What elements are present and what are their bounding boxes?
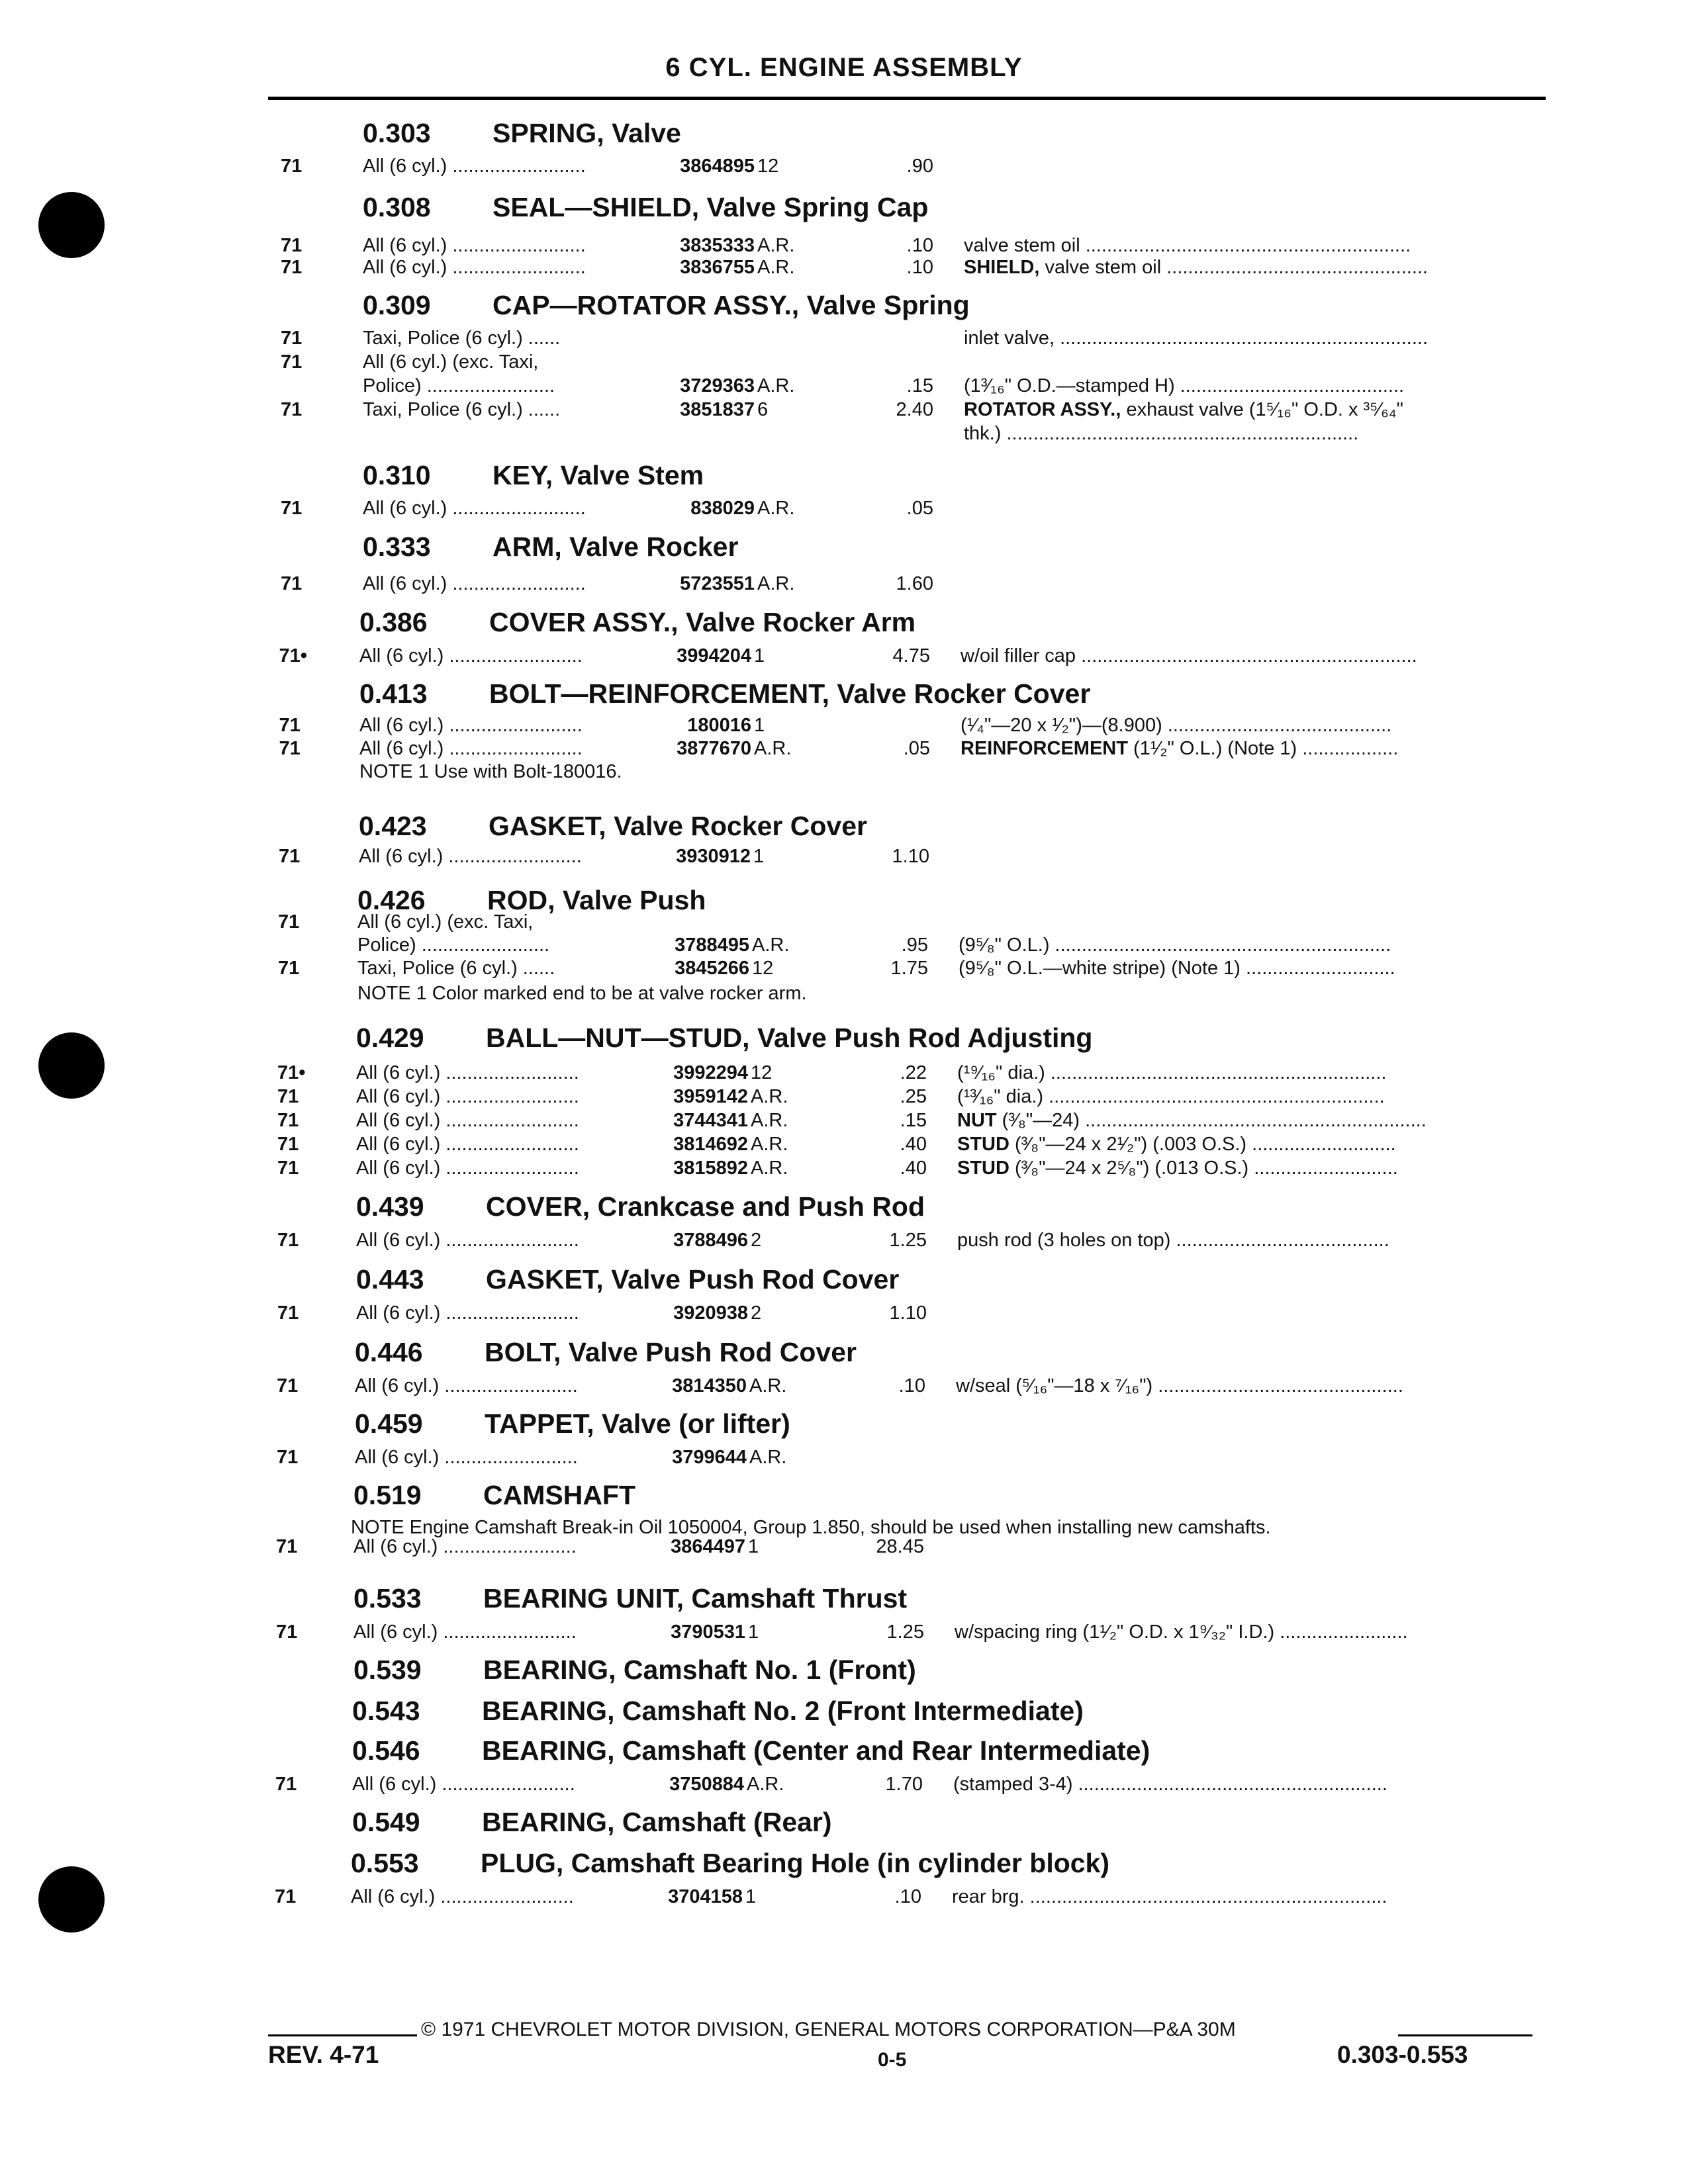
description — [961, 715, 1542, 737]
quantity: 6 — [757, 399, 769, 420]
application: All (6 cyl.) (exc. Taxi, — [357, 911, 534, 933]
quantity: 2 — [751, 1302, 762, 1324]
group-number: 0.539 — [353, 1655, 422, 1685]
table-row — [0, 738, 1688, 760]
group-number: 0.423 — [359, 811, 427, 841]
quantity: 12 — [752, 958, 774, 979]
group-number: 0.429 — [356, 1023, 424, 1053]
table-row — [0, 1536, 1688, 1559]
footer-group-range: 0.303-0.553 — [1337, 2041, 1468, 2068]
quantity: 1 — [748, 1536, 759, 1557]
part-number: 3851837 — [680, 399, 755, 420]
list-price: 1.60 — [896, 573, 933, 594]
table-row — [0, 573, 1688, 596]
application: All (6 cyl.) ......................... — [356, 1110, 579, 1131]
model-year: 71 — [279, 715, 301, 736]
description — [961, 738, 1542, 760]
part-name: BEARING, Camshaft (Rear) — [482, 1807, 832, 1837]
description — [959, 934, 1542, 956]
list-price: .15 — [906, 375, 933, 396]
table-row — [0, 1375, 1688, 1398]
description — [957, 1086, 1542, 1108]
list-price: 1.25 — [889, 1230, 927, 1251]
table-row — [0, 934, 1688, 957]
group-number: 0.546 — [352, 1735, 420, 1766]
quantity: 1 — [754, 715, 765, 736]
model-year: 71 — [278, 911, 300, 933]
part-number: 5723551 — [680, 573, 755, 594]
model-year: 71 — [279, 738, 301, 759]
model-year: 71 — [281, 156, 303, 177]
list-price: .05 — [903, 738, 930, 759]
application: All (6 cyl.) ......................... — [363, 498, 586, 519]
list-price: 2.40 — [896, 399, 933, 420]
application: All (6 cyl.) ......................... — [359, 645, 583, 666]
description-text: (³⁄₈"—24) ................................................................ — [996, 1110, 1427, 1131]
part-number: 3815892 — [673, 1158, 748, 1179]
table-row — [0, 1110, 1688, 1132]
list-price: .25 — [900, 1086, 927, 1107]
quantity: A.R. — [751, 1110, 788, 1131]
footer-page-number: 0-5 — [878, 2049, 907, 2071]
description-text: w/oil filler cap ............................................................... — [961, 645, 1417, 666]
part-name: SEAL—SHIELD, Valve Spring Cap — [492, 192, 929, 222]
application: Police) ........................ — [363, 375, 555, 396]
description — [955, 1621, 1542, 1643]
part-name: BOLT—REINFORCEMENT, Valve Rocker Cover — [489, 678, 1091, 709]
description-keyword: NUT — [957, 1110, 997, 1131]
application: All (6 cyl.) ......................... — [356, 1086, 579, 1107]
footer-copyright: © 1971 CHEVROLET MOTOR DIVISION, GENERAL MOTORS CORPORATION—P&A 30M — [421, 2019, 1236, 2040]
part-name: KEY, Valve Stem — [492, 460, 704, 490]
quantity: A.R. — [751, 1158, 788, 1179]
model-year: 71 — [277, 1375, 299, 1396]
quantity: 1 — [754, 645, 765, 666]
description — [957, 1134, 1542, 1156]
description-text: (1³⁄₁₆" O.D.—stamped H) .......................................... — [964, 375, 1405, 396]
quantity: A.R. — [757, 235, 795, 256]
table-row — [0, 846, 1688, 868]
part-name: BEARING, Camshaft No. 2 (Front Intermediate) — [482, 1696, 1084, 1726]
part-name: BEARING UNIT, Camshaft Thrust — [483, 1583, 908, 1614]
table-row — [0, 1886, 1688, 1909]
model-year: 71 — [278, 958, 300, 979]
group-number: 0.519 — [353, 1480, 422, 1510]
quantity: 1 — [748, 1621, 759, 1643]
table-row — [0, 1621, 1688, 1644]
description-text: (¹⁹⁄₁₆" dia.) ............................................................... — [957, 1062, 1387, 1083]
list-price: 4.75 — [892, 645, 930, 666]
table-row — [0, 645, 1688, 668]
part-name: COVER, Crankcase and Push Rod — [486, 1191, 925, 1222]
part-number: 3750884 — [669, 1774, 744, 1795]
list-price: 28.45 — [876, 1536, 924, 1557]
table-row — [0, 156, 1688, 178]
application: Taxi, Police (6 cyl.) ...... — [363, 399, 561, 420]
part-name: GASKET, Valve Rocker Cover — [489, 811, 867, 841]
model-year: 71 — [277, 1110, 299, 1131]
application: All (6 cyl.) ......................... — [352, 1774, 575, 1795]
model-year: 71 — [277, 1447, 299, 1468]
quantity: A.R. — [757, 498, 795, 519]
footer-rule-right — [1398, 2034, 1532, 2036]
description — [959, 958, 1542, 979]
part-name: GASKET, Valve Push Rod Cover — [486, 1264, 900, 1295]
group-number: 0.303 — [363, 118, 431, 148]
description-text: valve stem oil ............................................................. — [964, 235, 1411, 256]
description — [964, 257, 1542, 279]
description — [961, 645, 1542, 667]
part-name: BEARING, Camshaft (Center and Rear Intermediate) — [482, 1735, 1150, 1766]
application: All (6 cyl.) ......................... — [355, 1447, 578, 1468]
description — [957, 1062, 1542, 1084]
part-name: CAMSHAFT — [483, 1480, 636, 1510]
model-year: 71 — [281, 573, 303, 594]
footer-revision: REV. 4-71 — [268, 2041, 379, 2068]
list-price: 1.10 — [889, 1302, 927, 1324]
list-price: .10 — [898, 1375, 925, 1396]
application: All (6 cyl.) ......................... — [355, 1375, 578, 1396]
description-text: rear brg. ................................................................... — [952, 1886, 1387, 1907]
group-number: 0.549 — [352, 1807, 420, 1837]
part-number: 3814350 — [672, 1375, 747, 1396]
part-number: 3920938 — [673, 1302, 748, 1324]
model-year: 71 — [281, 399, 303, 420]
part-number: 3835333 — [680, 235, 755, 256]
footer-rule-left — [268, 2034, 417, 2036]
part-number: 3864497 — [671, 1536, 745, 1557]
list-price: 1.70 — [885, 1774, 923, 1795]
application: All (6 cyl.) ......................... — [363, 235, 586, 256]
group-number: 0.310 — [363, 460, 431, 490]
application: All (6 cyl.) ......................... — [356, 1158, 579, 1179]
part-number: 3788495 — [675, 934, 749, 956]
group-number: 0.309 — [363, 290, 431, 320]
description-text: thk.) .................................................................. — [964, 423, 1359, 444]
section-note: NOTE 1 Use with Bolt-180016. — [359, 761, 622, 782]
description-keyword: SHIELD, — [964, 257, 1040, 278]
table-row — [0, 351, 1688, 374]
description-text: (³⁄₈"—24 x 2¹⁄₂") (.003 O.S.) ........................... — [1009, 1134, 1396, 1155]
description-text: inlet valve, ..................................................................... — [964, 328, 1429, 349]
list-price: .90 — [906, 156, 933, 177]
application: All (6 cyl.) ......................... — [356, 1134, 579, 1155]
quantity: A.R. — [757, 257, 795, 278]
group-number: 0.439 — [356, 1191, 424, 1222]
model-year: 71 — [277, 1086, 299, 1107]
application: Police) ........................ — [357, 934, 550, 956]
table-row — [0, 715, 1688, 737]
quantity: 12 — [757, 156, 779, 177]
description-text: (1¹⁄₂" O.L.) (Note 1) .................. — [1127, 738, 1399, 759]
description — [957, 1158, 1542, 1179]
table-row — [0, 1774, 1688, 1796]
model-year: 71 — [277, 1134, 299, 1155]
part-number: 3788496 — [673, 1230, 748, 1251]
part-number: 3790531 — [671, 1621, 745, 1643]
application: All (6 cyl.) ......................... — [359, 738, 583, 759]
part-name: COVER ASSY., Valve Rocker Arm — [489, 607, 916, 637]
list-price: .05 — [906, 498, 933, 519]
part-number: 3959142 — [673, 1086, 748, 1107]
group-number: 0.553 — [351, 1848, 419, 1878]
part-number: 3877670 — [677, 738, 751, 759]
application: All (6 cyl.) ......................... — [356, 1062, 579, 1083]
quantity: 1 — [753, 846, 765, 867]
group-number: 0.333 — [363, 531, 431, 562]
part-number: 3729363 — [680, 375, 755, 396]
description-text: push rod (3 holes on top) ........................................ — [957, 1230, 1389, 1251]
model-year: 71 — [276, 1621, 298, 1643]
table-row — [0, 911, 1688, 934]
table-row — [0, 498, 1688, 520]
description-text: (¹⁄₄"—20 x ¹⁄₂")—(8.900) .......................................... — [961, 715, 1392, 736]
part-number: 3836755 — [680, 257, 755, 278]
quantity: 1 — [745, 1886, 757, 1907]
model-year: 71 — [277, 1158, 299, 1179]
table-row — [0, 958, 1688, 980]
quantity: A.R. — [752, 934, 790, 956]
model-year: 71• — [277, 1062, 306, 1083]
list-price: 1.25 — [886, 1621, 924, 1643]
part-name: PLUG, Camshaft Bearing Hole (in cylinder block) — [481, 1848, 1110, 1878]
list-price: .40 — [900, 1158, 927, 1179]
list-price: .40 — [900, 1134, 927, 1155]
page-title: 6 CYL. ENGINE ASSEMBLY — [665, 53, 1023, 82]
application: All (6 cyl.) ......................... — [359, 846, 582, 867]
quantity: A.R. — [751, 1134, 788, 1155]
part-number: 3799644 — [672, 1447, 747, 1468]
group-number: 0.533 — [353, 1583, 422, 1614]
list-price: .15 — [900, 1110, 927, 1131]
model-year: 71 — [276, 1536, 298, 1557]
model-year: 71 — [279, 846, 301, 867]
quantity: A.R. — [757, 573, 795, 594]
quantity: 12 — [751, 1062, 773, 1083]
part-number: 180016 — [687, 715, 751, 736]
description — [956, 1375, 1542, 1397]
group-number: 0.386 — [359, 607, 428, 637]
model-year: 71 — [277, 1230, 299, 1251]
model-year: 71 — [281, 328, 303, 349]
quantity: A.R. — [751, 1086, 788, 1107]
application: All (6 cyl.) ......................... — [351, 1886, 574, 1907]
quantity: A.R. — [757, 375, 795, 396]
model-year: 71 — [281, 257, 303, 278]
part-name: BALL—NUT—STUD, Valve Push Rod Adjusting — [486, 1023, 1093, 1053]
application: All (6 cyl.) ......................... — [363, 257, 586, 278]
application: Taxi, Police (6 cyl.) ...... — [357, 958, 555, 979]
group-number: 0.543 — [352, 1696, 420, 1726]
list-price: .10 — [894, 1886, 921, 1907]
section-note: NOTE 1 Color marked end to be at valve rocker arm. — [357, 983, 807, 1004]
list-price: .10 — [906, 235, 933, 256]
table-row — [0, 423, 1688, 445]
table-row — [0, 375, 1688, 398]
table-row — [0, 1230, 1688, 1252]
description — [957, 1110, 1542, 1132]
quantity: 2 — [751, 1230, 762, 1251]
quantity: A.R. — [749, 1375, 787, 1396]
description-keyword: ROTATOR ASSY., — [964, 399, 1121, 420]
table-row — [0, 1447, 1688, 1469]
part-number: 3994204 — [677, 645, 751, 666]
model-year: 71 — [281, 351, 303, 373]
quantity: A.R. — [754, 738, 792, 759]
application: Taxi, Police (6 cyl.) ...... — [363, 328, 561, 349]
part-name: CAP—ROTATOR ASSY., Valve Spring — [492, 290, 970, 320]
quantity: A.R. — [749, 1447, 787, 1468]
part-name: ARM, Valve Rocker — [492, 531, 739, 562]
part-name: SPRING, Valve — [492, 118, 681, 148]
group-number: 0.459 — [355, 1408, 423, 1439]
part-number: 3992294 — [673, 1062, 748, 1083]
application: All (6 cyl.) (exc. Taxi, — [363, 351, 539, 373]
description-text: (³⁄₈"—24 x 2⁵⁄₈") (.013 O.S.) ........................... — [1009, 1158, 1398, 1179]
description-text: (9⁵⁄₈" O.L.) ............................................................... — [959, 934, 1391, 956]
part-number: 3864895 — [680, 156, 755, 177]
table-row — [0, 399, 1688, 422]
application: All (6 cyl.) ......................... — [353, 1621, 577, 1643]
application: All (6 cyl.) ......................... — [359, 715, 583, 736]
list-price: .95 — [901, 934, 928, 956]
table-row — [0, 328, 1688, 350]
list-price: .22 — [900, 1062, 927, 1083]
table-row — [0, 1302, 1688, 1325]
section-note: NOTE Engine Camshaft Break-in Oil 1050004, Group 1.850, should be used when installing new camshafts. — [351, 1517, 1271, 1538]
description-text: (9⁵⁄₈" O.L.—white stripe) (Note 1) ............................ — [959, 958, 1395, 979]
description — [964, 399, 1542, 421]
application: All (6 cyl.) ......................... — [353, 1536, 577, 1557]
description-keyword: STUD — [957, 1158, 1009, 1179]
group-number: 0.446 — [355, 1337, 423, 1367]
table-row — [0, 1134, 1688, 1156]
application: All (6 cyl.) ......................... — [363, 573, 586, 594]
description-text: exhaust valve (1⁵⁄₁₆" O.D. x ³⁵⁄₆₄" — [1121, 399, 1403, 420]
description-text: valve stem oil ................................................. — [1039, 257, 1428, 278]
description-text: w/seal (⁵⁄₁₆"—18 x ⁷⁄₁₆") .............................................. — [956, 1375, 1403, 1396]
application: All (6 cyl.) ......................... — [356, 1230, 579, 1251]
part-number: 3814692 — [673, 1134, 748, 1155]
model-year: 71 — [275, 1774, 297, 1795]
description-text: (stamped 3-4) .......................................................... — [953, 1774, 1387, 1795]
application: All (6 cyl.) ......................... — [356, 1302, 579, 1324]
table-row — [0, 1086, 1688, 1109]
list-price: 1.10 — [892, 846, 929, 867]
part-name: ROD, Valve Push — [487, 885, 706, 915]
part-number: 3704158 — [668, 1886, 743, 1907]
model-year: 71 — [275, 1886, 297, 1907]
list-price: 1.75 — [890, 958, 928, 979]
table-row — [0, 235, 1688, 257]
table-row — [0, 1062, 1688, 1085]
description — [957, 1230, 1542, 1251]
group-number: 0.426 — [357, 885, 426, 915]
header-rule — [268, 97, 1546, 100]
description — [964, 423, 1542, 445]
description-keyword: REINFORCEMENT — [961, 738, 1128, 759]
model-year: 71 — [277, 1302, 299, 1324]
list-price: .10 — [906, 257, 933, 278]
description — [964, 375, 1542, 397]
description-text: (¹³⁄₁₆" dia.) ............................................................... — [957, 1086, 1385, 1107]
description — [952, 1886, 1542, 1908]
part-name: TAPPET, Valve (or lifter) — [485, 1408, 790, 1439]
part-number: 838029 — [690, 498, 755, 519]
part-name: BEARING, Camshaft No. 1 (Front) — [483, 1655, 916, 1685]
model-year: 71 — [281, 235, 303, 256]
application: All (6 cyl.) ......................... — [363, 156, 586, 177]
description — [953, 1774, 1542, 1796]
group-number: 0.443 — [356, 1264, 424, 1295]
description-text: w/spacing ring (1¹⁄₂" O.D. x 1⁹⁄₃₂" I.D.) ........................ — [955, 1621, 1408, 1643]
group-number: 0.413 — [359, 678, 428, 709]
quantity: A.R. — [747, 1774, 784, 1795]
description — [964, 328, 1542, 349]
part-number: 3845266 — [675, 958, 749, 979]
group-number: 0.308 — [363, 192, 431, 222]
table-row — [0, 1158, 1688, 1180]
part-number: 3744341 — [673, 1110, 748, 1131]
part-number: 3930912 — [676, 846, 751, 867]
model-year: 71 — [281, 498, 303, 519]
part-name: BOLT, Valve Push Rod Cover — [485, 1337, 857, 1367]
description — [964, 235, 1542, 257]
table-row — [0, 257, 1688, 279]
description-keyword: STUD — [957, 1134, 1009, 1155]
model-year: 71• — [279, 645, 307, 666]
